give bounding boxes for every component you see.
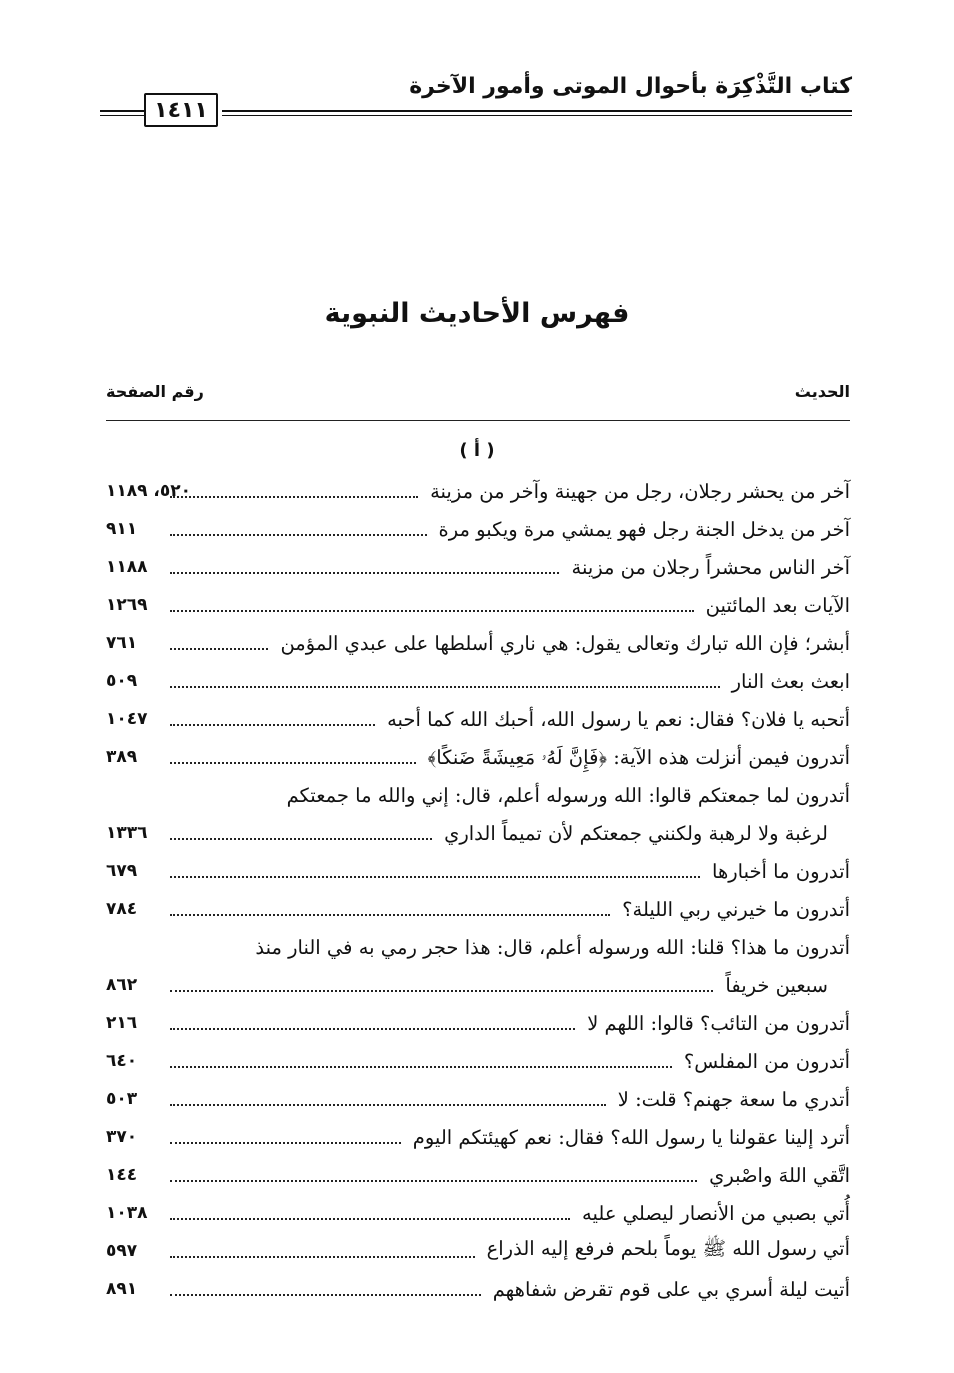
column-headers (106, 382, 850, 408)
index-entry (106, 548, 850, 586)
entry-text: أُتي بصبي من الأنصار ليصلي عليه (582, 1201, 850, 1225)
entry-page-number: ٦٧٩ (106, 861, 138, 881)
index-entry (106, 1156, 850, 1194)
entry-page-number: ١٣٣٦ (106, 823, 148, 843)
entry-page-number: ٧٨٤ (106, 899, 138, 919)
leader-dots (170, 686, 720, 688)
leader-dots (170, 990, 713, 992)
entry-page-number: ١٤٤ (106, 1165, 138, 1185)
leader-dots (170, 1256, 475, 1258)
leader-dots (170, 534, 427, 536)
entry-page-number: ٨٩١ (106, 1279, 138, 1299)
entry-text: أتيت ليلة أسري بي على قوم تقرض شفاههم (492, 1277, 850, 1301)
index-entry (106, 510, 850, 548)
column-header-rule (106, 420, 850, 421)
index-entry (106, 738, 850, 776)
leader-dots (170, 572, 559, 574)
page-number-rule-left (100, 110, 144, 112)
entry-page-number: ٣٧٠ (106, 1127, 138, 1147)
entry-text: الآيات بعد المائتين (705, 593, 850, 617)
entry-text: أتدرون من التائب؟ قالوا: اللهم لا (587, 1011, 850, 1035)
leader-dots (170, 724, 375, 726)
index-entry (106, 928, 850, 1004)
running-title: كتاب التَّذْكِرَة بأحوال الموتى وأمور الآخرة (409, 74, 852, 99)
entry-text: أتدري ما سعة جهنم؟ قلت: لا (617, 1087, 850, 1111)
index-entry (106, 1194, 850, 1232)
index-entry (106, 1118, 850, 1156)
leader-dots (170, 1142, 401, 1144)
entry-text: أتدرون من المفلس؟ (683, 1049, 850, 1073)
index-entry (106, 700, 850, 738)
entry-text: اتَّقي اللهَ واصْبري (709, 1163, 850, 1187)
column-header-hadith: الحديث (794, 382, 850, 401)
leader-dots (170, 876, 700, 878)
entry-page-number: ٩١١ (106, 519, 138, 539)
index-entry (106, 1004, 850, 1042)
entry-text: أتدرون ما هذا؟ قلنا: الله ورسوله أعلم، قال: هذا حجر رمي به في النار منذ (255, 935, 850, 959)
entry-page-number: ١١٨٨ (106, 557, 148, 577)
index-entry (106, 852, 850, 890)
entry-text: أتي رسول الله ﷺ يوماً بلحم فرفع إليه الذراع (486, 1237, 850, 1260)
index-entry (106, 472, 850, 510)
entry-page-number: ٥٢٠، ١١٨٩ (106, 481, 192, 501)
entry-text: أتحبه يا فلان؟ فقال: نعم يا رسول الله، أحبك الله كما أحبه (387, 707, 850, 731)
entry-page-number: ٦٤٠ (106, 1051, 138, 1071)
entry-text: آخر الناس محشراً رجلان من مزينة (571, 555, 850, 579)
entry-page-number: ٢١٦ (106, 1013, 138, 1033)
entry-page-number: ٨٦٢ (106, 975, 138, 995)
leader-dots (170, 1218, 570, 1220)
index-entry (106, 1270, 850, 1308)
index-entry (106, 624, 850, 662)
entry-page-number: ٥٠٣ (106, 1089, 138, 1109)
page-number-box (144, 93, 218, 127)
entry-page-number: ١٠٤٧ (106, 709, 148, 729)
index-entry (106, 662, 850, 700)
leader-dots (170, 762, 416, 764)
entry-text: أتدرون ما خيرني ربي الليلة؟ (622, 897, 850, 921)
leader-dots (170, 610, 694, 612)
entry-text: أتدرون لما جمعتكم قالوا: الله ورسوله أعلم، قال: إني والله ما جمعتكم (286, 783, 850, 807)
entry-text: أتدرون ما أخبارها (712, 859, 850, 883)
header-rule-thin (222, 115, 852, 116)
entry-page-number: ١٢٦٩ (106, 595, 148, 615)
header-rule (222, 110, 852, 112)
index-entry (106, 1080, 850, 1118)
index-entry (106, 890, 850, 928)
entry-text: أترد إلينا عقولنا يا رسول الله؟ فقال: نعم كهيئتكم اليوم (412, 1125, 850, 1149)
leader-dots (170, 1104, 606, 1106)
leader-dots (170, 914, 610, 916)
index-entry (106, 1042, 850, 1080)
page-title: فهرس الأحاديث النبوية (324, 298, 630, 329)
hadith-index-list (106, 472, 850, 1308)
page-number-rule-left-thin (100, 115, 144, 116)
entry-text: أبشر؛ فإن الله تبارك وتعالى يقول: هي ناري أسلطها على عبدي المؤمن (280, 631, 850, 655)
leader-dots (170, 1028, 575, 1030)
entry-text-continuation: لرغبة ولا لرهبة ولكنني جمعتكم لأن تميماً الداري (444, 821, 828, 845)
entry-page-number: ٥٩٧ (106, 1241, 138, 1261)
leader-dots (170, 1180, 697, 1182)
entry-page-number: ١٠٣٨ (106, 1203, 148, 1223)
leader-dots (170, 496, 418, 498)
page-number: ١٤١١ (154, 97, 208, 123)
entry-page-number: ٥٠٩ (106, 671, 138, 691)
leader-dots (170, 1066, 672, 1068)
entry-page-number: ٧٦١ (106, 633, 138, 653)
entry-text: أتدرون فيمن أنزلت هذه الآية: ﴿فَإِنَّ لَهُۥ مَعِيشَةً ضَنكًا﴾ (427, 745, 850, 769)
entry-text: آخر من يحشر رجلان، رجل من جهينة وآخر من مزينة (430, 479, 850, 503)
entry-text: ابعث بعث النار (731, 669, 850, 693)
index-entry (106, 776, 850, 852)
running-header (100, 74, 852, 134)
index-entry (106, 1232, 850, 1270)
column-header-page: رقم الصفحة (106, 382, 204, 401)
leader-dots (170, 648, 268, 650)
section-letter-heading: ( أ ) (459, 440, 495, 461)
entry-text: آخر من يدخل الجنة رجل فهو يمشي مرة ويكبو مرة (438, 517, 850, 541)
leader-dots (170, 838, 432, 840)
entry-page-number: ٣٨٩ (106, 747, 138, 767)
entry-text-continuation: سبعين خريفاً (725, 973, 828, 997)
leader-dots (170, 1294, 481, 1296)
index-entry (106, 586, 850, 624)
